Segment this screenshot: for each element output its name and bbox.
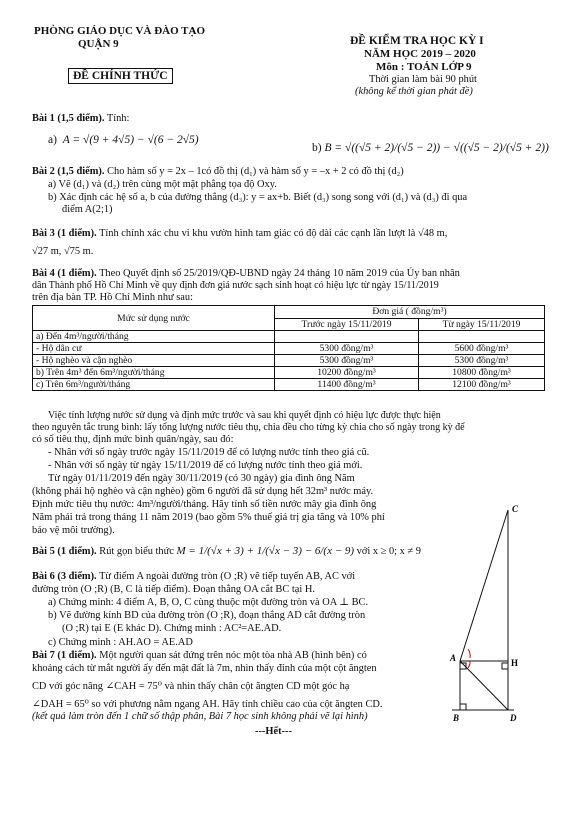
table-row [33,343,545,355]
price-header: Đơn giá ( đồng/m³) [275,306,545,319]
bai1-intro: Tính: [106,113,130,124]
bai7-line3: CD với góc nâng ∠CAH = 75⁰ và nhìn thấy chân cột ăngten CD một góc hạ [32,681,350,692]
bai5-cond: với x ≥ 0; x ≠ 9 [356,546,421,557]
right-angle-mark-b [460,704,466,710]
row-after: 10800 đồng/m³ [419,367,545,379]
row-before: 5300 đồng/m³ [275,343,419,355]
row-before [275,331,419,343]
bai1-heading: Bài 1 (1,5 điểm). [32,113,105,124]
bai6-line2: đường tròn (O ;R) (B, C là tiếp điểm). Đoạn thẳng OA cắt BC tại H. [32,584,315,595]
bai2-b2: điểm A(2;1) [62,204,113,215]
row-label: b) Trên 4m³ đến 6m³/người/tháng [33,367,275,379]
bai4-heading: Bài 4 (1 điểm). [32,268,97,279]
footer-end: ---Hết--- [255,726,292,737]
bai7-line4: ∠DAH = 65⁰ so với phương nằm ngang AH. Hãy tính chiều cao của cột ăngten CD. [32,699,383,710]
bai4-q3: Định mức tiêu thụ nước: 4m³/người/tháng. Hãy tính số tiền nước mây gia đình ông [32,499,377,510]
right-angle-mark-h [502,663,508,669]
duration: Thời gian làm bài 90 phút [369,74,477,85]
bai7-note: (kết quả làm tròn đến 1 chữ số thập phân, Bài 7 học sinh không phải vẽ lại hình) [32,711,368,722]
bai4-line3: trên địa bàn TP. Hồ Chí Minh như sau: [32,292,194,303]
row-after: 12100 đồng/m³ [419,379,545,391]
bai4-bullet2: - Nhân với số ngày từ ngày 15/11/2019 để có lượng nước tính theo giá mới. [48,460,363,471]
row-before: 11400 đồng/m³ [275,379,419,391]
bai3-line2: √27 m, √75 m. [32,246,94,257]
label-b: B [453,713,460,723]
bai1-b-expr: B = √((√5 + 2)/(√5 − 2)) − √((√5 − 2)/(√5 + 2)) [324,142,549,154]
bai6-c: c) Chứng minh : AH.AO = AE.AD [48,637,193,648]
dept-line2: QUẬN 9 [78,38,119,50]
dept-line1: PHÒNG GIÁO DỤC VÀ ĐÀO TẠO [34,25,206,37]
bai3-heading: Bài 3 (1 điểm). [32,228,97,239]
angle-arc-up [468,649,470,658]
bai4-q4: Năm phải trả trong tháng 11 năm 2019 (bao gồm 5% thuế giá trị gia tăng và 10% phí [32,512,385,523]
row-label: - Hộ dân cư [33,343,275,355]
tower-figure [440,498,520,734]
bai4-line1: Theo Quyết định số 25/2019/QĐ-UBND ngày 24 tháng 10 năm 2019 của Ủy ban nhân [99,268,460,279]
bai4-q1: Từ ngày 01/11/2019 đến ngày 30/11/2019 (có 30 ngày) gia đình ông Năm [48,473,355,484]
table-row [33,331,545,343]
bai7-line1: Một người quan sát đứng trên nóc một tòa nhà AB (hình bên) có [99,650,367,661]
bai2-intro: Cho hàm số y = 2x – 1có đồ thị (d₁) và hàm số y = –x + 2 có đồ thị (d₂) [107,166,404,177]
water-price-table [32,305,545,391]
bai4-q2: (không phải hộ nghèo và cận nghèo) gồm 6 người đã sử dụng hết 32m³ nước máy. [32,486,374,497]
label-a: A [450,653,457,663]
bai4-line2: dân Thành phố Hồ Chí Minh về quy định đơn giá nước sạch sinh hoạt có hiệu lực từ ngày 15/11/2019 [32,280,439,291]
bai6-heading: Bài 6 (3 điểm). [32,571,97,582]
bai4-p2: theo nguyên tắc trung bình: lấy tổng lượng nước tiêu thụ, chia đều cho từng kỳ chia cho số ngày trong kỳ để [32,422,465,433]
row-label: c) Trên 6m³/người/tháng [33,379,275,391]
bai4-p3: có số tiêu thụ, định mức bình quân/ngày, sau đó: [32,434,234,445]
col-before-header: Trước ngày 15/11/2019 [275,318,419,331]
bai4-bullet1: - Nhân với số ngày trước ngày 15/11/2019 để có lượng nước tính theo giá cũ. [48,447,370,458]
bai3-line1: Tính chính xác chu vi khu vườn hình tam giác có độ dài các cạnh lần lượt là √48 m, [99,228,448,239]
row-before: 5300 đồng/m³ [275,355,419,367]
bai5-expr: M = 1/(√x + 3) + 1/(√x − 3) − 6/(x − 9) [176,545,355,557]
sight-line-up [460,510,508,661]
table-row [33,379,545,391]
bai6-b2: (O ;R) tại E (E khác D). Chứng minh : AC²=AE.AD. [62,623,282,634]
row-before: 10200 đồng/m³ [275,367,419,379]
bai6-line1: Từ điểm A ngoài đường tròn (O ;R) vẽ tiếp tuyến AB, AC với [99,571,356,582]
school-year: NĂM HỌC 2019 – 2020 [364,48,476,60]
label-d: D [510,713,517,723]
bai2-a: a) Vẽ (d₁) và (d₂) trên cùng một mặt phẳng tọa độ Oxy. [48,179,277,190]
row-after: 5300 đồng/m³ [419,355,545,367]
sight-line-down [460,661,508,710]
row-label: a) Đến 4m³/người/tháng [33,331,275,343]
bai1-b-label: b) [312,142,322,154]
bai2-heading: Bài 2 (1,5 điểm). [32,166,105,177]
duration-note: (không kể thời gian phát đề) [355,86,473,97]
bai7-heading: Bài 7 (1 điểm). [32,650,97,661]
bai1-a-label: a) [48,134,57,146]
row-after: 5600 đồng/m³ [419,343,545,355]
bai1-a-expr: A = √(9 + 4√5) − √(6 − 2√5) [62,134,199,146]
bai4-p1: Việc tính lượng nước sử dụng và định mức trước và sau khi quyết định có hiệu lực được thực hiện [48,410,441,421]
bai4-q5: bảo vệ môi trường). [32,525,115,536]
col-usage-header: Mức sử dụng nước [33,306,275,331]
table-row [33,355,545,367]
col-after-header: Từ ngày 15/11/2019 [419,318,545,331]
label-h: H [511,658,519,668]
bai6-b1: b) Vẽ đường kính BD của đường tròn (O ;R), đoạn thẳng AD cắt đường tròn [48,610,366,621]
subject: Môn : TOÁN LỚP 9 [376,61,472,73]
bai5-text: Rút gọn biểu thức [99,546,174,557]
row-after [419,331,545,343]
bai7-line2: khoảng cách từ mắt người ấy đến mặt đất là 7m, nhìn thấy đỉnh của một cột ăngten [32,663,377,674]
bai2-b1: b) Xác định các hệ số a, b của đường thẳng (d₃): y = ax+b. Biết (d₃) song song với (d₁) và (d₃) đi qua [48,192,468,203]
table-row [33,367,545,379]
bai5-heading: Bài 5 (1 điểm). [32,546,97,557]
bai6-a: a) Chứng minh: 4 điểm A, B, O, C cùng thuộc một đường tròn và OA ⊥ BC. [48,597,369,608]
row-label: - Hộ nghèo và cận nghèo [33,355,275,367]
angle-arc-down [468,661,470,668]
exam-title: ĐỀ KIỂM TRA HỌC KỲ I [350,35,484,47]
label-c: C [512,504,519,514]
official-label: ĐỀ CHÍNH THỨC [68,68,173,84]
